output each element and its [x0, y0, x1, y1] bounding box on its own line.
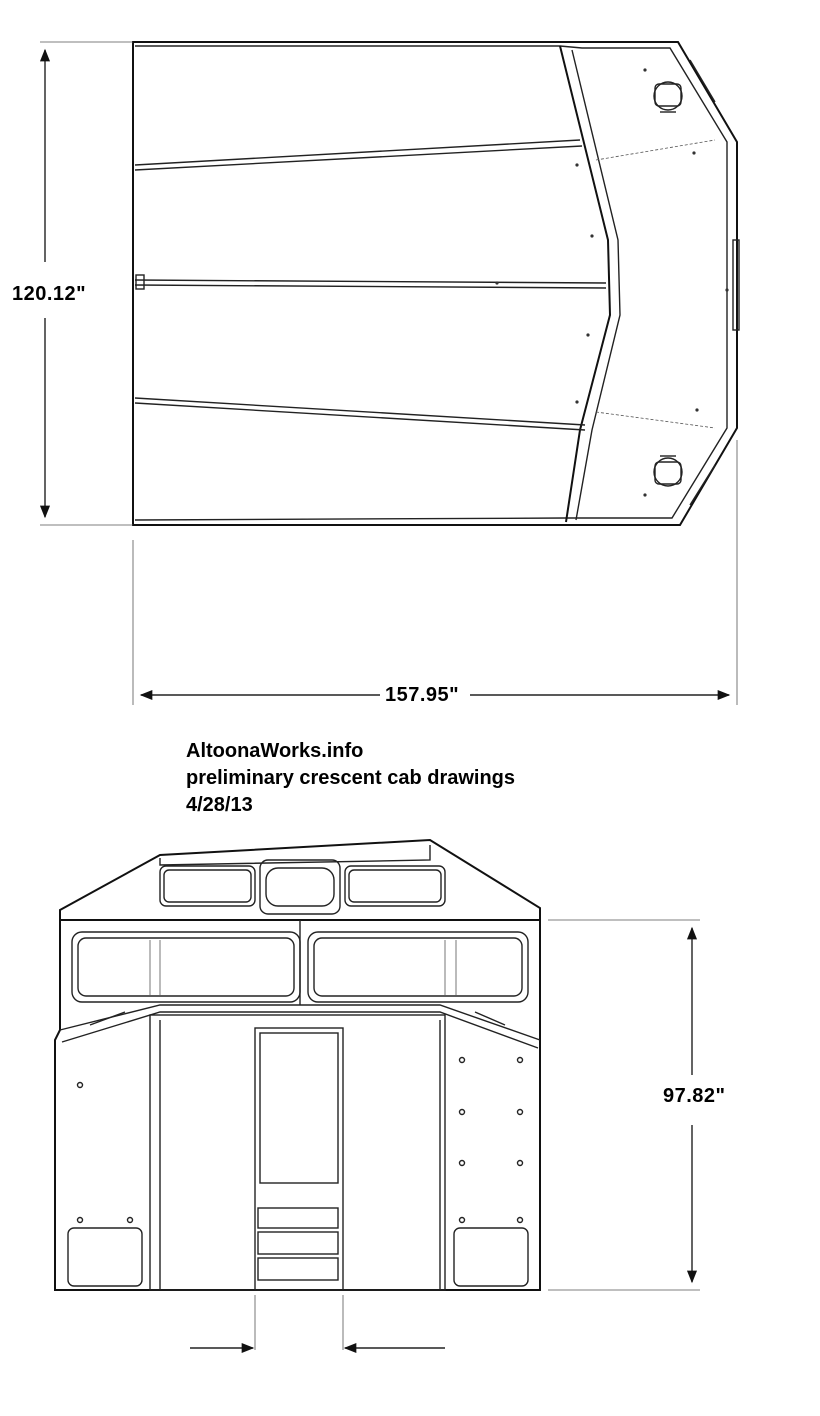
top-height-dimension-label: 120.12": [12, 283, 87, 305]
crescent-ridge: [560, 46, 610, 522]
upper-window-right: [345, 866, 445, 906]
front-body-outline: [55, 920, 540, 1290]
roof-seam-lower: [135, 398, 585, 425]
top-length-dimension-label: 157.95": [385, 684, 460, 706]
lower-door-left: [68, 1228, 142, 1286]
front-rivets: [78, 1058, 523, 1223]
front-roof-profile: [60, 840, 540, 920]
roof-outline: [133, 42, 737, 525]
nose-center-panel: [150, 1015, 445, 1290]
cab-front-view: [55, 840, 700, 1350]
hatch-upper: [654, 82, 682, 112]
note-description: preliminary crescent cab drawings: [186, 767, 516, 789]
upper-window-left: [160, 866, 255, 906]
roof-seam-center-2: [135, 285, 606, 288]
roof-seam-upper-2: [135, 146, 582, 170]
roof-seam-lower-2: [135, 403, 585, 430]
dimension-door-width: [190, 1295, 445, 1350]
drawing-note: [186, 738, 515, 819]
cab-plan-view: [40, 42, 739, 705]
hatch-lower: [654, 456, 682, 486]
roof-seam-upper: [135, 140, 580, 165]
windshield-left: [72, 932, 300, 1002]
note-date: 4/28/13: [186, 794, 253, 816]
nose-door: [255, 1028, 343, 1290]
windshield-right: [308, 932, 528, 1002]
nose-line-lower: [596, 412, 715, 428]
note-site: AltoonaWorks.info: [186, 740, 364, 762]
front-height-dimension-label: 97.82": [663, 1085, 726, 1107]
roof-seam-center: [135, 280, 606, 283]
lower-door-right: [454, 1228, 528, 1286]
nose-line-upper: [596, 140, 715, 160]
roof-inner-outline: [135, 46, 727, 520]
dimension-length-top: [133, 440, 737, 705]
